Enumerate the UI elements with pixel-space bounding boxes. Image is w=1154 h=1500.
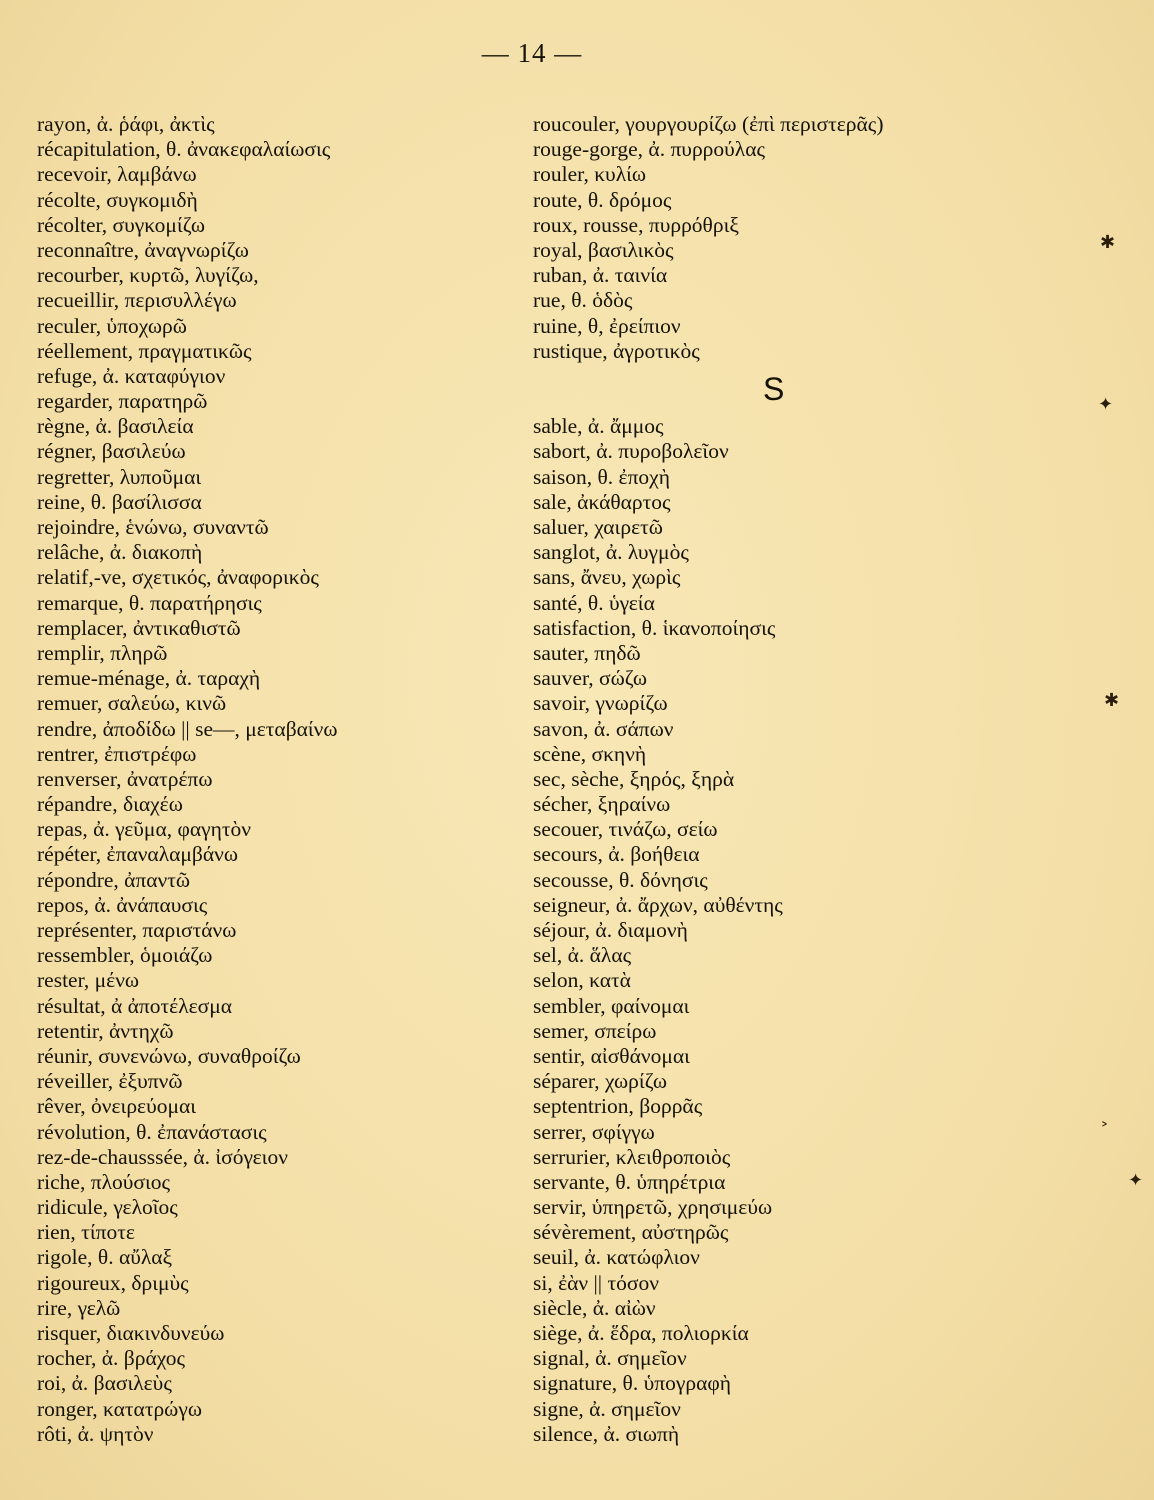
dictionary-entry: sans, ἄνευ, χωρὶς — [533, 565, 681, 590]
dictionary-entry: ruine, θ, ἐρείπιον — [533, 313, 681, 338]
dictionary-entry: septentrion, βορρᾶς — [533, 1094, 703, 1119]
dictionary-entry: repos, ἀ. ἀνάπαυσις — [37, 892, 208, 917]
dictionary-entry: sauter, πηδῶ — [533, 640, 641, 665]
dictionary-entry: saison, θ. ἐποχὴ — [533, 464, 670, 489]
dictionary-entry: rouge-gorge, ἀ. πυρρούλας — [533, 137, 765, 162]
dictionary-entry: regretter, λυποῦμαι — [37, 464, 202, 489]
dictionary-entry: servir, ὑπηρετῶ, χρησιμεύω — [533, 1195, 773, 1220]
dictionary-entry: siècle, ἀ. αἰὼν — [533, 1295, 656, 1320]
dictionary-entry: remuer, σαλεύω, κινῶ — [37, 691, 227, 716]
dictionary-entry: repas, ἀ. γεῦμα, φαγητὸν — [37, 817, 252, 842]
dictionary-entry: sel, ἀ. ἅλας — [533, 943, 632, 968]
dictionary-entry: roucouler, γουργουρίζω (ἐπὶ περιστερᾶς) — [533, 112, 884, 136]
dictionary-entry: recevoir, λαμβάνω — [37, 162, 197, 187]
dictionary-entry: séjour, ἀ. διαμονὴ — [533, 918, 688, 943]
dictionary-entry: seuil, ἀ. κατώφλιον — [533, 1245, 700, 1270]
dictionary-entry: royal, βασιλικὸς — [533, 237, 674, 262]
dictionary-entry: silence, ἀ. σιωπὴ — [533, 1421, 680, 1446]
dictionary-entry: selon, κατὰ — [533, 968, 631, 993]
dictionary-entry: rêver, ὀνειρεύομαι — [37, 1094, 197, 1119]
dictionary-entry: riche, πλούσιος — [37, 1169, 171, 1194]
ink-speck: ✦ — [1128, 1170, 1144, 1191]
dictionary-entry: sembler, φαίνομαι — [533, 993, 690, 1018]
dictionary-entry: séparer, χωρίζω — [533, 1069, 667, 1094]
dictionary-entry: réellement, πραγματικῶς — [37, 338, 252, 363]
dictionary-entry: sévèrement, αὐστηρῶς — [533, 1220, 729, 1245]
dictionary-entry: savon, ἀ. σάπων — [533, 716, 674, 741]
dictionary-entry: sentir, αἰσθάνομαι — [533, 1043, 690, 1068]
left-column — [37, 112, 507, 1447]
dictionary-entry: récapitulation, θ. ἀνακεφαλαίωσις — [37, 137, 331, 162]
dictionary-entry: secours, ἀ. βοήθεια — [533, 842, 700, 867]
dictionary-entry: ronger, κατατρώγω — [37, 1396, 202, 1421]
dictionary-entry: savoir, γνωρίζω — [533, 691, 668, 716]
dictionary-entry: relatif,-ve, σχετικός, ἀναφορικὸς — [37, 565, 319, 590]
dictionary-entry: représenter, παριστάνω — [37, 918, 237, 942]
dictionary-entry: reine, θ. βασίλισσα — [37, 489, 202, 514]
dictionary-entry: roi, ἀ. βασιλεὺς — [37, 1371, 172, 1396]
dictionary-entry: sauver, σώζω — [533, 666, 648, 691]
dictionary-entry: refuge, ἀ. καταφύγιον — [37, 363, 226, 388]
dictionary-entry: répandre, διαχέω — [37, 792, 183, 817]
dictionary-entry: remarque, θ. παρατήρησις — [37, 590, 262, 615]
dictionary-entry: rigole, θ. αὔλαξ — [37, 1245, 173, 1270]
dictionary-entry: résultat, ἀ ἀποτέλεσμα — [37, 993, 233, 1018]
ink-speck: ˃ — [1100, 1120, 1109, 1141]
dictionary-entry: sable, ἀ. ἄμμος — [533, 414, 664, 439]
dictionary-entry: répéter, ἐπαναλαμβάνω — [37, 842, 238, 867]
dictionary-entry: satisfaction, θ. ἱκανοποίησις — [533, 615, 776, 640]
dictionary-entry: rocher, ἀ. βράχος — [37, 1346, 186, 1371]
dictionary-entry: recourber, κυρτῶ, λυγίζω, — [37, 263, 259, 288]
dictionary-entry: remplir, πληρῶ — [37, 640, 168, 665]
dictionary-entry: révolution, θ. ἐπανάστασις — [37, 1119, 267, 1144]
dictionary-entry: renverser, ἀνατρέπω — [37, 766, 213, 791]
dictionary-entry: reconnaître, ἀναγνωρίζω — [37, 237, 249, 262]
dictionary-entry: récolter, συγκομίζω — [37, 212, 205, 237]
dictionary-entry: sanglot, ἀ. λυγμὸς — [533, 540, 689, 565]
dictionary-entry: servante, θ. ὑπηρέτρια — [533, 1169, 726, 1194]
dictionary-entry: ridicule, γελοῖος — [37, 1195, 178, 1220]
dictionary-entry: régner, βασιλεύω — [37, 439, 186, 464]
dictionary-entry: scène, σκηνὴ — [533, 741, 647, 766]
dictionary-entry: signe, ἀ. σημεῖον — [533, 1396, 681, 1421]
dictionary-entry: remue-ménage, ἀ. ταραχὴ — [37, 666, 261, 691]
dictionary-entry: si, ἐὰν || τόσον — [533, 1270, 659, 1295]
dictionary-entry: ruban, ἀ. ταινία — [533, 263, 668, 288]
dictionary-entry: rigoureux, δριμὺς — [37, 1270, 189, 1295]
dictionary-entry: retentir, ἀντηχῶ — [37, 1018, 174, 1043]
dictionary-entry: reculer, ὑποχωρῶ — [37, 313, 187, 338]
dictionary-entry: rien, τίποτε — [37, 1220, 135, 1245]
dictionary-entry: rayon, ἀ. ῥάφι, ἀκτὶς — [37, 112, 215, 136]
dictionary-entry: rouler, κυλίω — [533, 162, 647, 187]
dictionary-entry: rentrer, ἐπιστρέφω — [37, 741, 197, 766]
dictionary-entry: secouer, τινάζω, σείω — [533, 817, 718, 842]
dictionary-entry: serrurier, κλειθροποιὸς — [533, 1144, 731, 1169]
dictionary-entry: rôti, ἀ. ψητὸν — [37, 1421, 154, 1446]
dictionary-entry: sabort, ἀ. πυροβολεῖον — [533, 439, 729, 464]
dictionary-entry: récolte, συγκομιδὴ — [37, 187, 198, 212]
dictionary-entry: réveiller, ἐξυπνῶ — [37, 1069, 183, 1094]
ink-speck: ✦ — [1098, 394, 1114, 415]
dictionary-entry: répondre, ἀπαντῶ — [37, 867, 191, 892]
ink-speck: ✱ — [1104, 690, 1120, 711]
dictionary-entry: secousse, θ. δόνησις — [533, 867, 708, 892]
dictionary-entry: règne, ἀ. βασιλεία — [37, 414, 194, 439]
dictionary-entry: ressembler, ὁμοιάζω — [37, 943, 213, 968]
dictionary-entry: semer, σπείρω — [533, 1018, 657, 1043]
dictionary-entry: saluer, χαιρετῶ — [533, 515, 663, 540]
dictionary-entry: santé, θ. ὑγεία — [533, 590, 655, 615]
dictionary-entry: rustique, ἀγροτικὸς — [533, 338, 700, 363]
dictionary-entry: rendre, ἀποδίδω || se—, μεταβαίνω — [37, 716, 338, 741]
dictionary-entry: rue, θ. ὁδὸς — [533, 288, 633, 313]
dictionary-entry: rejoindre, ἑνώνω, συναντῶ — [37, 515, 269, 539]
dictionary-entry: regarder, παρατηρῶ — [37, 389, 208, 414]
dictionary-entry: relâche, ἀ. διακοπὴ — [37, 540, 203, 565]
ink-speck: ✱ — [1100, 232, 1116, 253]
dictionary-entry: sec, sèche, ξηρός, ξηρὰ — [533, 766, 735, 791]
dictionary-entry: seigneur, ἀ. ἄρχων, αὐθέντης — [533, 892, 783, 917]
dictionary-entry: rire, γελῶ — [37, 1295, 121, 1320]
dictionary-entry: rester, μένω — [37, 968, 140, 993]
page-number: — 14 — — [481, 38, 583, 68]
dictionary-entry: remplacer, ἀντικαθιστῶ — [37, 615, 241, 640]
section-letter-heading: S — [763, 370, 785, 407]
dictionary-entry: recueillir, περισυλλέγω — [37, 288, 237, 313]
dictionary-entry: signal, ἀ. σημεῖον — [533, 1346, 687, 1371]
dictionary-entry: signature, θ. ὑπογραφὴ — [533, 1371, 732, 1396]
dictionary-entry: route, θ. δρόμος — [533, 187, 672, 212]
dictionary-entry: réunir, συνενώνω, συναθροίζω — [37, 1043, 301, 1068]
dictionary-entry: sale, ἀκάθαρτος — [533, 489, 671, 514]
dictionary-entry: roux, rousse, πυρρόθριξ — [533, 212, 739, 237]
dictionary-entry: risquer, διακινδυνεύω — [37, 1321, 225, 1345]
dictionary-entry: rez-de-chausssée, ἀ. ἰσόγειον — [37, 1144, 288, 1169]
dictionary-entry: serrer, σφίγγω — [533, 1119, 655, 1144]
dictionary-entry: sécher, ξηραίνω — [533, 792, 671, 817]
right-column — [533, 112, 1033, 1447]
dictionary-entry: siège, ἀ. ἕδρα, πολιορκία — [533, 1321, 749, 1346]
